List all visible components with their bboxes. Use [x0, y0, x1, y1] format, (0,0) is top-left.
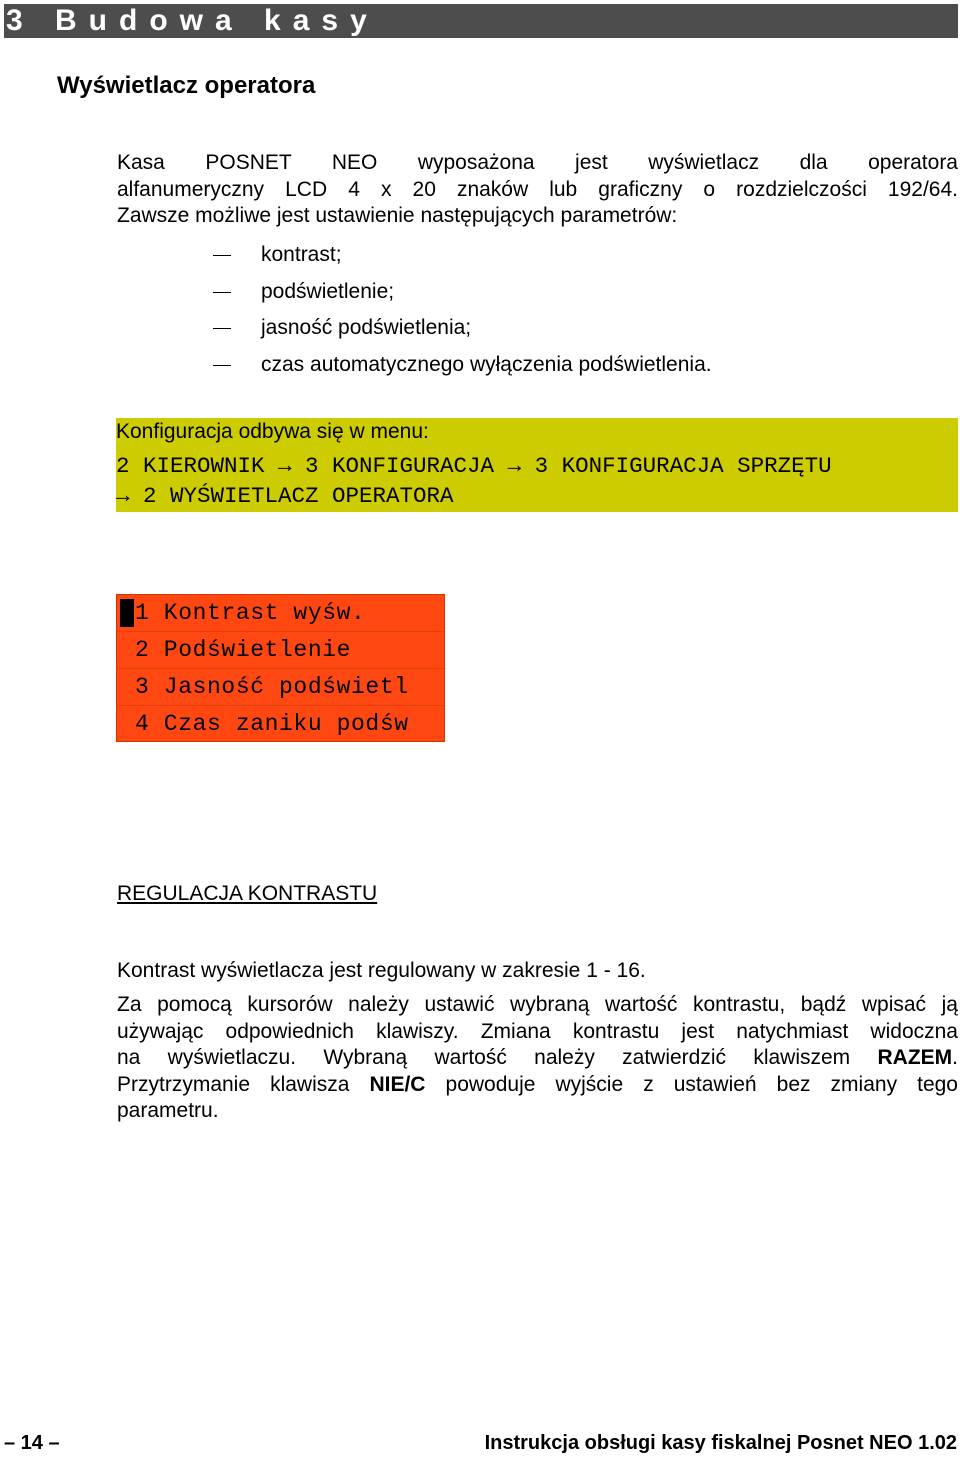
list-item-text: podświetlenie; — [261, 279, 395, 303]
range-paragraph — [117, 958, 958, 985]
lcd-row: 3 Jasność podświetl — [135, 674, 409, 700]
body-line: Za pomocą kursorów należy ustawić wybraną wartość kontrastu, bądź wpisać ją — [117, 993, 958, 1016]
range-text: Kontrast wyświetlacza jest regulowany w zakresie 1 - 16. — [117, 959, 646, 982]
lcd-row: 2 Podświetlenie — [135, 637, 352, 663]
menu-path-line: → 2 WYŚWIETLACZ OPERATORA — [116, 483, 454, 509]
lcd-cursor-icon — [120, 599, 134, 627]
intro-paragraph — [117, 150, 958, 230]
list-item — [117, 310, 958, 347]
dash-bullet-icon — [213, 255, 231, 256]
body-text: . — [952, 1046, 958, 1069]
section-subtitle: Wyświetlacz operatora — [57, 72, 316, 99]
list-item — [117, 274, 958, 311]
body-line — [117, 1072, 958, 1099]
lcd-display — [116, 594, 445, 742]
body-line — [117, 1045, 958, 1072]
dash-bullet-icon — [213, 365, 231, 366]
section-heading: REGULACJA KONTRASTU — [117, 882, 378, 905]
body-text: powoduje wyjście z ustawień bez zmiany tego — [425, 1072, 958, 1096]
list-item-text: kontrast; — [261, 243, 342, 266]
intro-line: Zawsze możliwe jest ustawienie następujących parametrów: — [117, 204, 678, 227]
lcd-row: 1 Kontrast wyśw. — [135, 600, 366, 626]
chapter-header: 3 Budowa kasy — [4, 4, 958, 38]
menu-path-label: Konfiguracja odbywa się w menu: — [116, 420, 429, 443]
menu-path-line: 2 KIEROWNIK → 3 KONFIGURACJA → 3 KONFIGURACJA SPRZĘTU — [116, 453, 832, 479]
dash-bullet-icon — [213, 328, 231, 329]
body-text: Przytrzymanie klawisza — [117, 1072, 370, 1096]
list-item-text: czas automatycznego wyłączenia podświetlenia. — [261, 352, 712, 376]
contrast-body-paragraph — [117, 992, 958, 1125]
body-text: na wyświetlaczu. Wybraną wartość należy zatwierdzić klawiszem — [117, 1046, 878, 1069]
document-title: Instrukcja obsługi kasy fiskalnej Posnet NEO 1.02 — [484, 1432, 957, 1454]
intro-line: Kasa POSNET NEO wyposażona jest wyświetlacz dla operatora — [117, 151, 958, 174]
body-line: używając odpowiednich klawiszy. Zmiana kontrastu jest natychmiast widoczna — [117, 1019, 958, 1043]
lcd-row: 4 Czas zaniku podśw — [135, 711, 409, 737]
list-item-text: jasność podświetlenia; — [261, 316, 472, 339]
menu-path-box — [116, 418, 958, 512]
page-number: – 14 – — [4, 1432, 60, 1454]
dash-bullet-icon — [213, 292, 231, 293]
parameter-list — [117, 237, 958, 383]
list-item — [117, 347, 958, 384]
key-niec: NIE/C — [369, 1072, 426, 1096]
intro-line: alfanumeryczny LCD 4 x 20 znaków lub graficzny o rozdzielczości 192/64. — [117, 177, 958, 201]
list-item — [117, 237, 958, 274]
key-razem: RAZEM — [877, 1046, 953, 1069]
body-line: parametru. — [117, 1099, 219, 1122]
